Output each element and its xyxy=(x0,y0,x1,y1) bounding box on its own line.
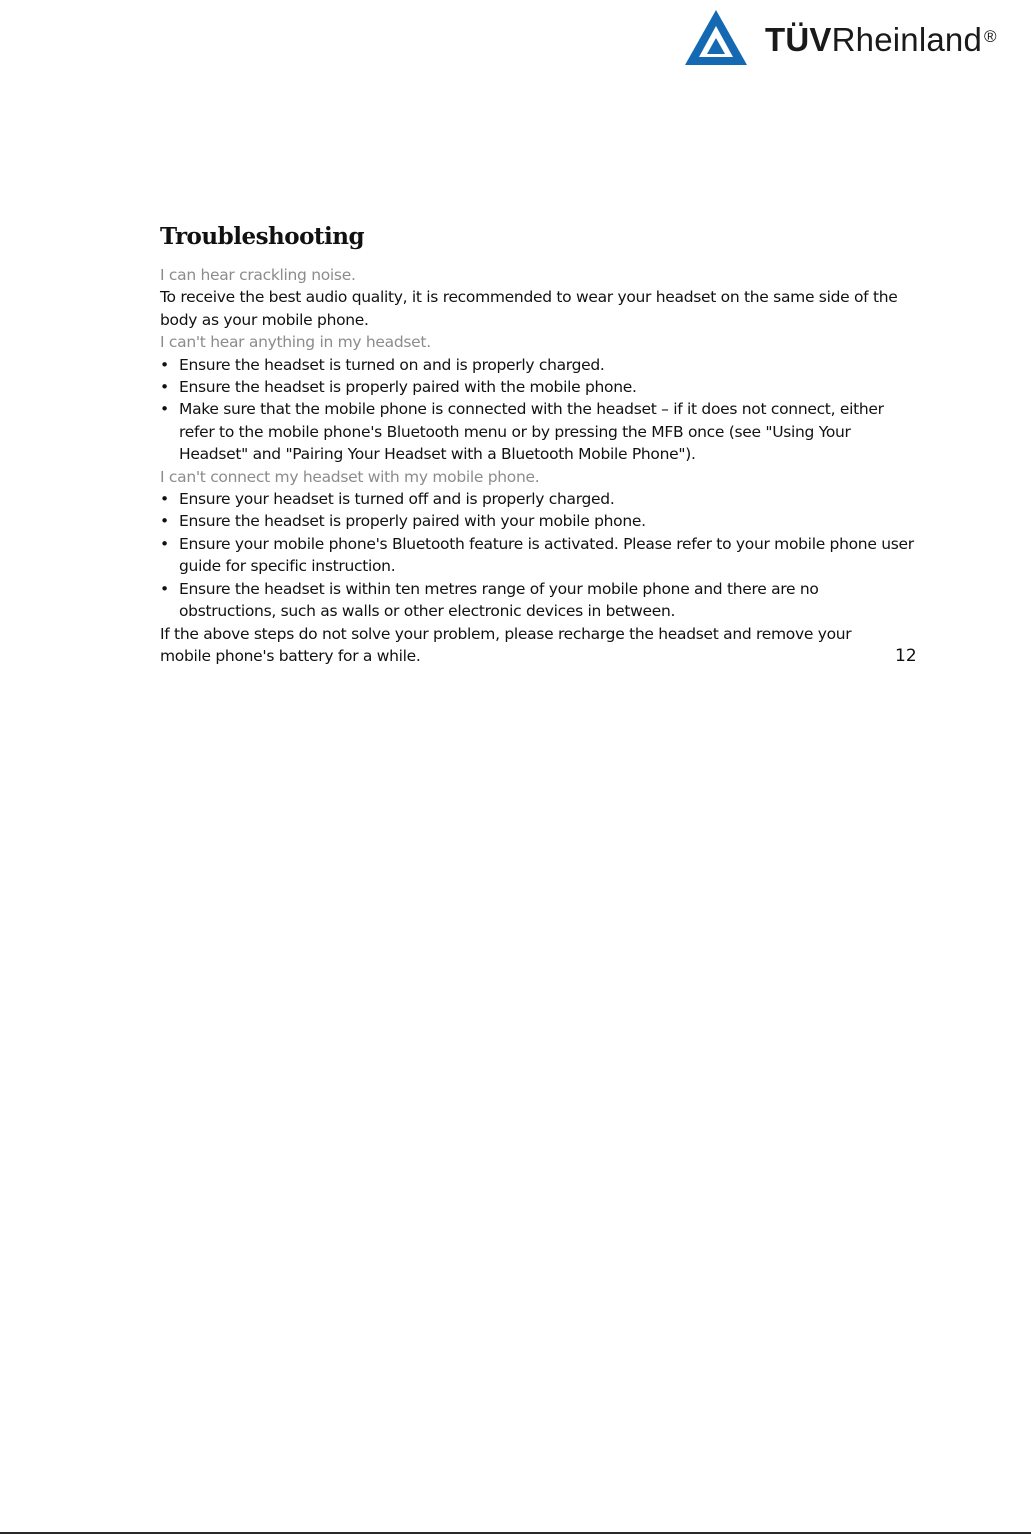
tuv-rheinland-logo xyxy=(683,8,1013,70)
list-item xyxy=(160,578,920,623)
cant-connect-list xyxy=(160,488,920,622)
list-item xyxy=(160,488,920,510)
question-cant-hear: I can't hear anything in my headset. xyxy=(160,333,431,352)
page-title: Troubleshooting xyxy=(160,223,365,250)
list-item-text: Ensure your headset is turned off and is properly charged. xyxy=(179,490,615,509)
list-item xyxy=(160,376,920,398)
bullet-icon: • xyxy=(160,355,169,374)
logo-brand-bold: TÜV xyxy=(765,21,832,58)
list-item-text: Make sure that the mobile phone is connected with the headset – if it does not connect, either refer to the mobile phone's Bluetooth menu or by pressing the MFB once (see "Using Your Headset" and "Pairing Your Headset with a Bluetooth Mobile Phone"). xyxy=(179,400,884,464)
bullet-icon: • xyxy=(160,579,169,598)
bullet-icon: • xyxy=(160,512,169,531)
list-item-text: Ensure the headset is within ten metres range of your mobile phone and there are no obstructions, such as walls or other electronic devices in between. xyxy=(179,579,819,621)
registered-mark: ® xyxy=(984,27,997,46)
tuv-triangle-logo-icon xyxy=(683,8,749,68)
bottom-divider xyxy=(0,1532,1031,1534)
list-item-text: Ensure the headset is properly paired with your mobile phone. xyxy=(179,512,646,531)
closing-paragraph: If the above steps do not solve your problem, please recharge the headset and remove your mobile phone's battery for a while. xyxy=(160,624,852,665)
question-crackling-noise: I can hear crackling noise. xyxy=(160,266,356,284)
document-body xyxy=(160,222,920,667)
logo-brand-regular: Rheinland xyxy=(831,21,983,58)
list-item xyxy=(160,398,920,465)
answer-crackling-noise: To receive the best audio quality, it is recommended to wear your headset on the same side of the body as your mobile phone. xyxy=(160,288,898,329)
question-cant-connect: I can't connect my headset with my mobile phone. xyxy=(160,467,540,486)
cant-hear-list xyxy=(160,354,920,466)
list-item xyxy=(160,533,920,578)
list-item-text: Ensure the headset is properly paired with the mobile phone. xyxy=(179,378,637,397)
list-item-text: Ensure your mobile phone's Bluetooth feature is activated. Please refer to your mobile phone user guide for specific instruction. xyxy=(179,534,914,576)
list-item xyxy=(160,510,920,532)
page-number: 12 xyxy=(895,646,917,666)
logo-wordmark xyxy=(765,20,997,60)
bullet-icon: • xyxy=(160,490,169,509)
bullet-icon: • xyxy=(160,378,169,397)
list-item-text: Ensure the headset is turned on and is properly charged. xyxy=(179,355,605,374)
list-item xyxy=(160,354,920,376)
bullet-icon: • xyxy=(160,534,169,553)
bullet-icon: • xyxy=(160,400,169,419)
